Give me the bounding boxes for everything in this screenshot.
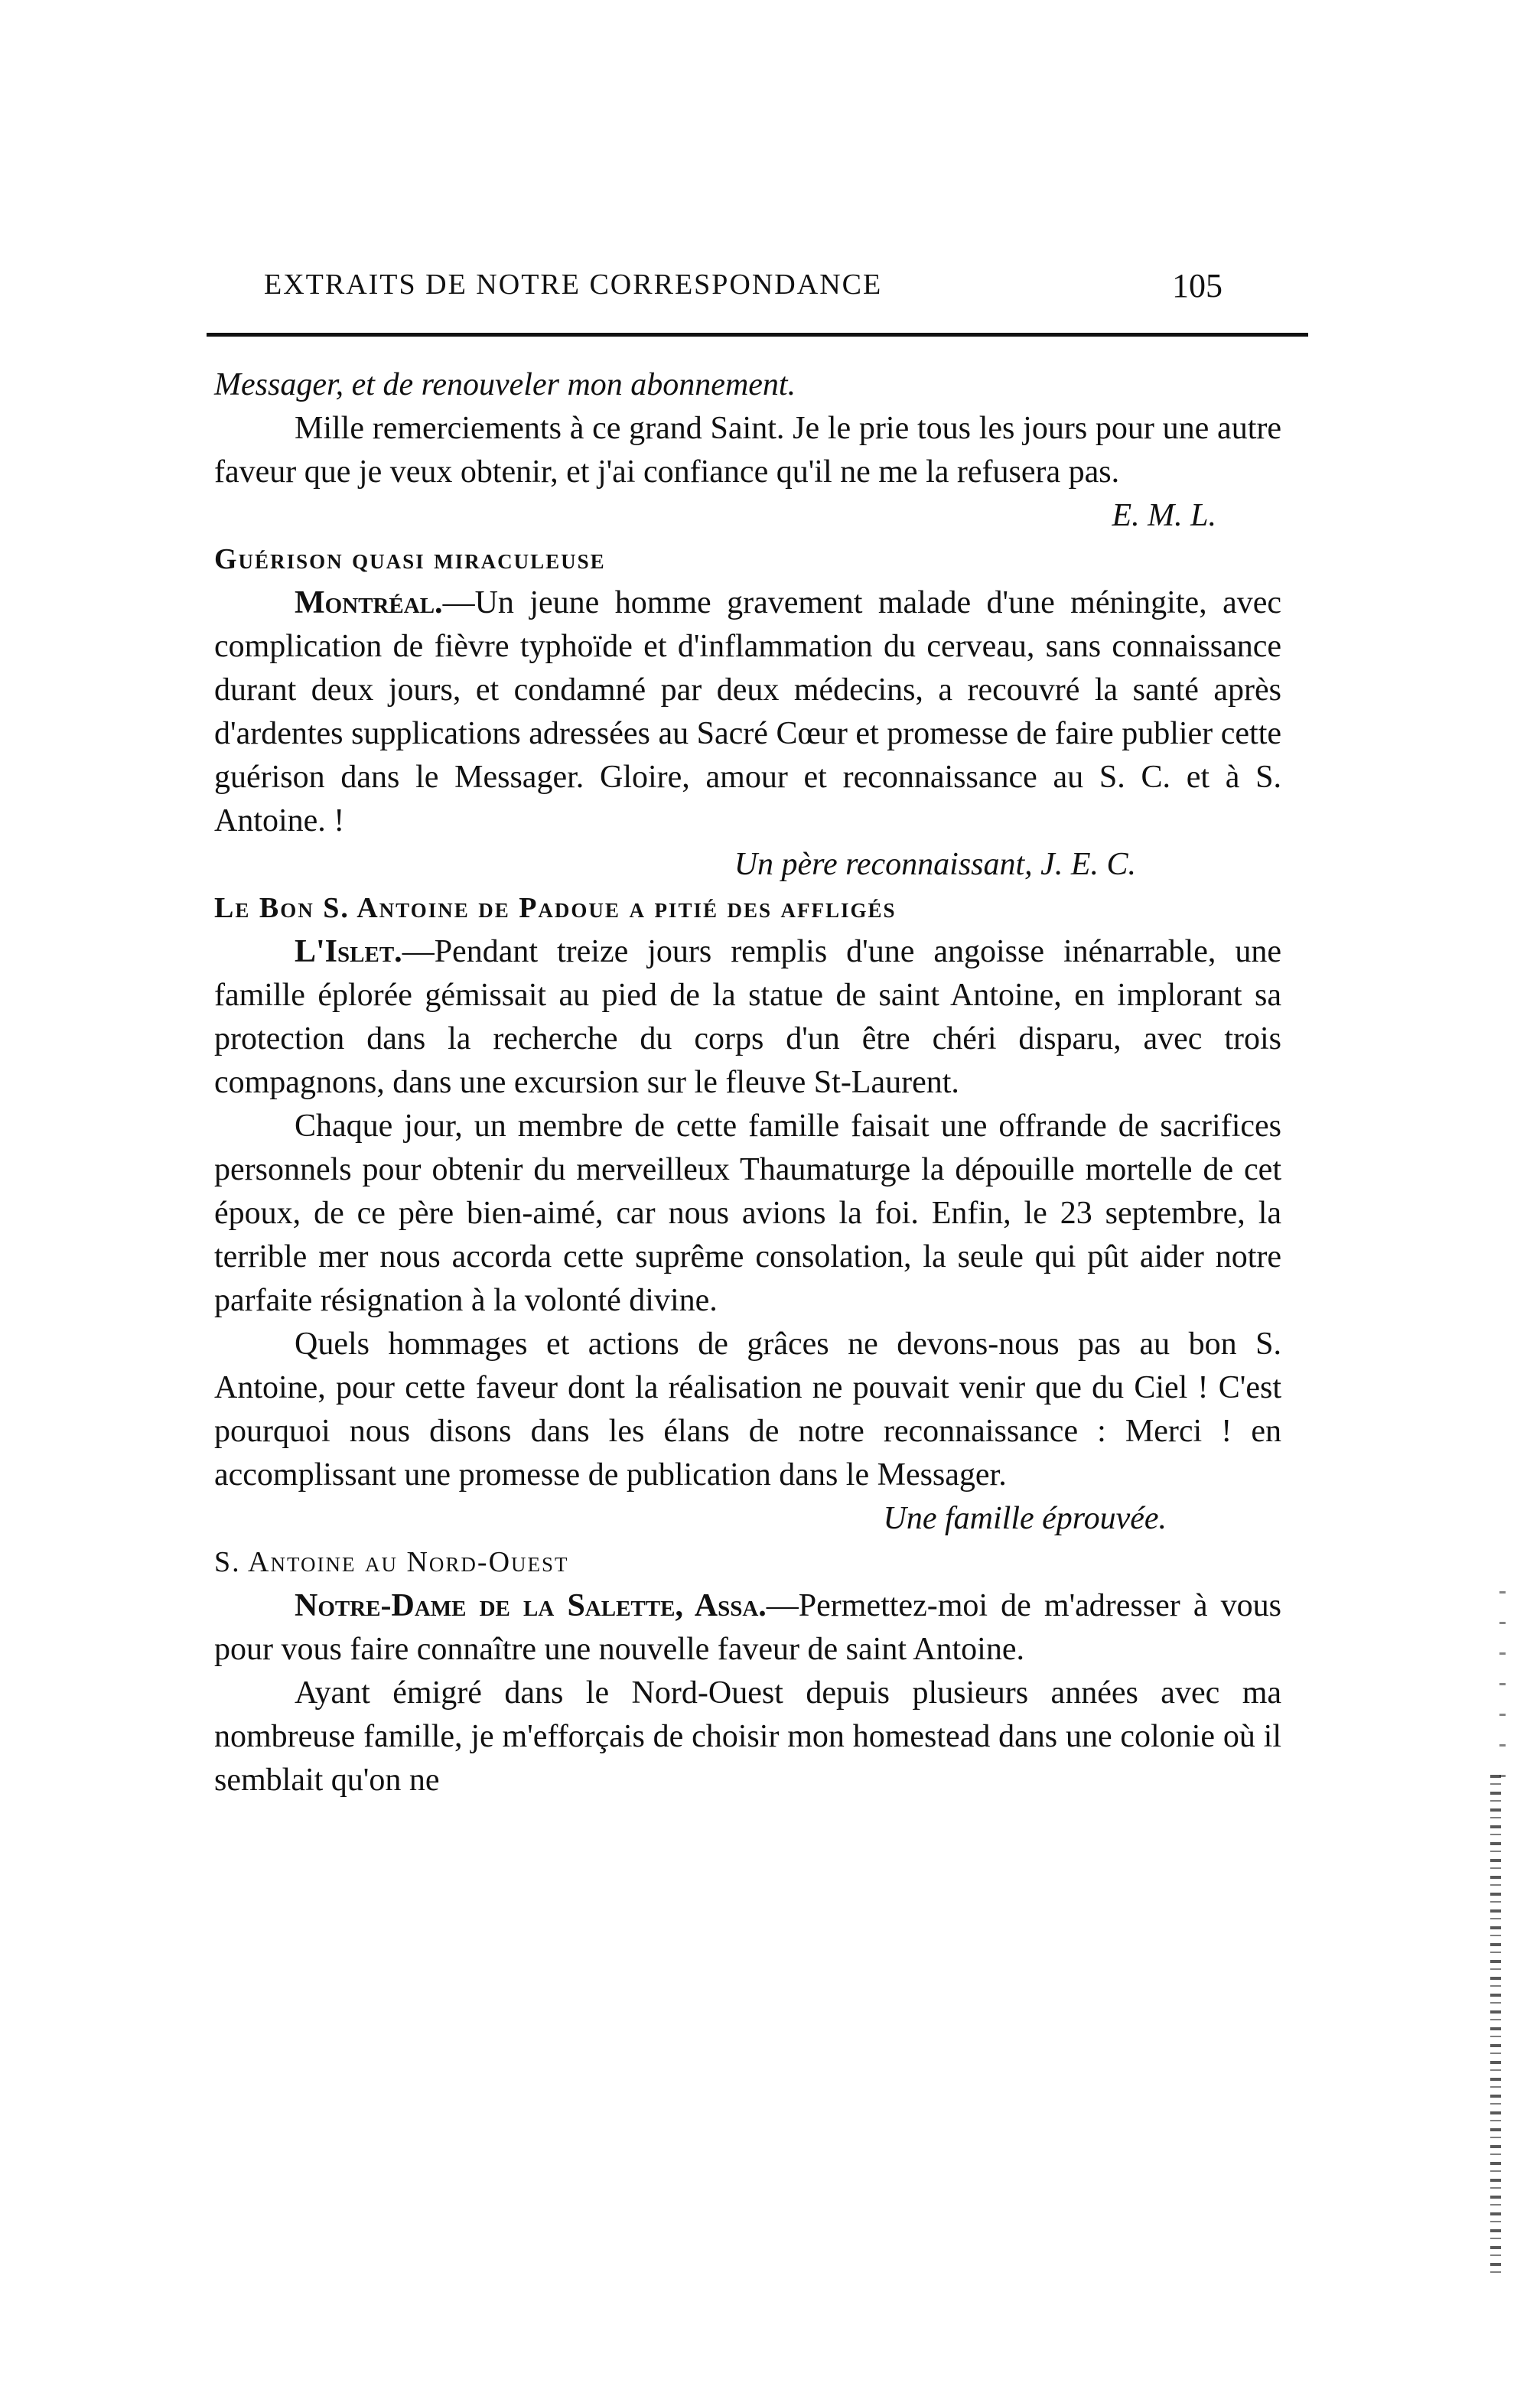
place-islet: L'Islet. bbox=[295, 934, 402, 969]
nord-ouest-paragraph-1 bbox=[214, 1584, 1281, 1672]
guerison-paragraph bbox=[214, 581, 1281, 843]
intro-line-1: Messager, et de renouveler mon abonnement. bbox=[214, 367, 796, 402]
page-number: 105 bbox=[1172, 267, 1223, 304]
body-text bbox=[214, 363, 1281, 1802]
guerison-text: —Un jeune homme gravement malade d'une méningite, avec complication de fièvre typhoïde et d'inflammation du cerveau, sans connaissance durant deux jours, et condamné par deux médecins, a recouvré la santé après d'ardentes supplications adressées au Sacré Cœur et promesse de faire publier cette guérison dans le Messager. Gloire, amour et reconnaissance au S. C. et à S. Antoine. ! bbox=[214, 585, 1281, 838]
scan-margin-speckle bbox=[1490, 1775, 1501, 2280]
heading-padoue: Le Bon S. Antoine de Padoue a pitié des affligés bbox=[214, 892, 897, 924]
signature-eml: E. M. L. bbox=[1112, 498, 1216, 533]
running-head bbox=[0, 268, 1540, 314]
padoue-paragraph-1 bbox=[214, 930, 1281, 1105]
place-salette: Notre-Dame de la Salette, Assa. bbox=[295, 1588, 767, 1623]
heading-nord-ouest: S. Antoine au Nord-Ouest bbox=[214, 1546, 569, 1578]
signature-jec: Un père reconnaissant, J. E. C. bbox=[734, 847, 1136, 882]
scan-margin-dots bbox=[1499, 1591, 1506, 1790]
intro-paragraph-2: Mille remerciements à ce grand Saint. Je le prie tous les jours pour une autre faveur que je veux obtenir, et j'ai confiance qu'il ne me la refusera pas. bbox=[214, 411, 1281, 490]
header-rule bbox=[207, 333, 1308, 337]
intro-paragraph-1 bbox=[214, 363, 1281, 407]
nord-ouest-text-1: —Permettez-moi de m'adresser à vous pour vous faire connaître une nouvelle faveur de saint Antoine. bbox=[214, 1588, 1281, 1667]
place-montreal: Montréal. bbox=[295, 585, 443, 620]
signature-famille: Une famille éprouvée. bbox=[883, 1501, 1167, 1536]
running-title: EXTRAITS DE NOTRE CORRESPONDANCE bbox=[264, 269, 883, 301]
heading-guerison: Guérison quasi miraculeuse bbox=[214, 543, 606, 575]
padoue-paragraph-3: Quels hommages et actions de grâces ne devons-nous pas au bon S. Antoine, pour cette faveur dont la réalisation ne pouvait venir que du Ciel ! C'est pourquoi nous disons dans les élans de notre reconnaissance : Merci ! en accomplissant une promesse de publication dans le Messager. bbox=[214, 1327, 1281, 1493]
nord-ouest-paragraph-2: Ayant émigré dans le Nord-Ouest depuis plusieurs années avec ma nombreuse famille, je m'efforçais de choisir mon homestead dans une colonie où il semblait qu'on ne bbox=[214, 1675, 1281, 1798]
padoue-paragraph-2: Chaque jour, un membre de cette famille faisait une offrande de sacrifices personnels pour obtenir du merveilleux Thaumaturge la dépouille mortelle de cet époux, de ce père bien-aimé, car nous avions la foi. Enfin, le 23 septembre, la terrible mer nous accorda cette suprême consolation, la seule qui pût aider notre parfaite résignation à la volonté divine. bbox=[214, 1108, 1281, 1318]
padoue-text-1: —Pendant treize jours remplis d'une angoisse inénarrable, une famille éplorée gémissait au pied de la statue de saint Antoine, en implorant sa protection dans la recherche du corps d'un être chéri disparu, avec trois compagnons, dans une excursion sur le fleuve St-Laurent. bbox=[214, 934, 1281, 1100]
